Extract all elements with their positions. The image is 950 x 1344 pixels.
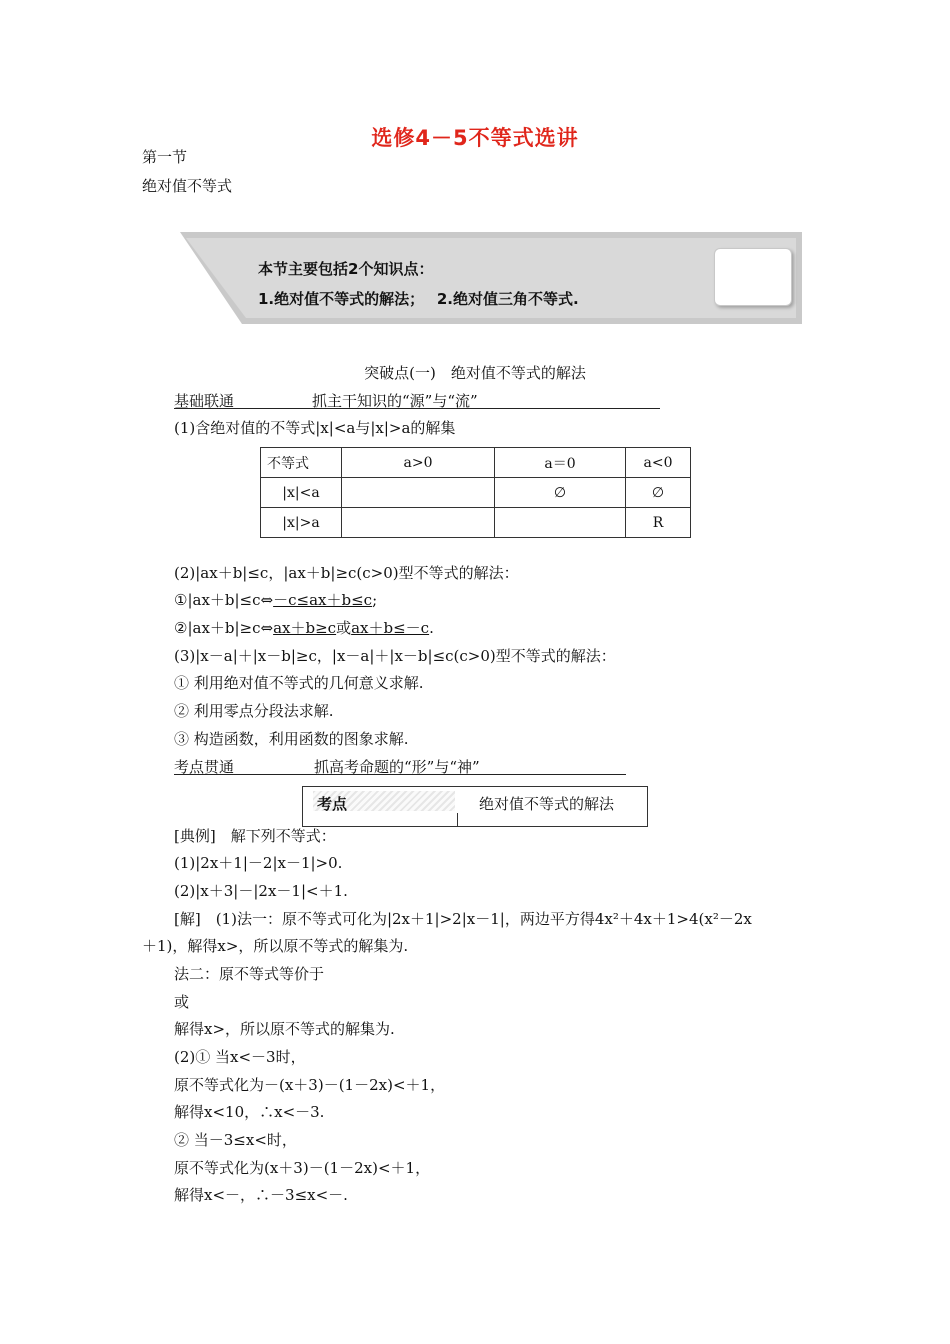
item-2b-prefix: ②|ax＋b|≥c⇔ [174, 619, 274, 637]
table-cell: |x|<a [261, 478, 342, 508]
banner-line-1: 本节主要包括2个知识点： [258, 260, 434, 278]
item-2b-answer-2: ax＋b≤－c [351, 619, 430, 637]
solution-set-table [260, 447, 691, 538]
example-line: (1)|2x＋1|－2|x－1|>0. [174, 854, 343, 872]
breakthrough-title: 突破点(一) 绝对值不等式的解法 [364, 364, 586, 382]
item-3b: ② 利用零点分段法求解. [174, 702, 334, 720]
solution-line: 或 [174, 993, 190, 1011]
table-header-cell: a<0 [626, 448, 691, 478]
table-cell [342, 478, 495, 508]
solution-line: 解得x<－，∴－3≤x<－. [174, 1186, 348, 1204]
table-cell: R [626, 508, 691, 538]
item-1: (1)含绝对值的不等式|x|<a与|x|>a的解集 [174, 419, 456, 437]
banner-card [714, 248, 792, 306]
table-row [261, 508, 691, 538]
exam-subtitle: 抓高考命题的“形”与“神” [314, 758, 480, 776]
item-2b-mid: 或 [336, 619, 352, 637]
table-cell [495, 508, 626, 538]
solution-line: 解得x>，所以原不等式的解集为. [174, 1020, 395, 1038]
exam-label: 考点贯通 [174, 758, 235, 776]
solution-line: ② 当－3≤x<时， [174, 1131, 297, 1149]
table-header-cell: a>0 [342, 448, 495, 478]
example-line: (2)|x＋3|－|2x－1|<＋1. [174, 882, 348, 900]
solution-line: 法二：原不等式等价于 [174, 965, 325, 983]
solution-line: (2)① 当x<－3时， [174, 1048, 306, 1066]
solution-line: 解得x<10，∴x<－3. [174, 1103, 325, 1121]
example-line: [典例] 解下列不等式： [174, 827, 336, 845]
document-title: 选修4－5不等式选讲 [371, 126, 579, 150]
table-cell: ∅ [626, 478, 691, 508]
banner-line-2: 1.绝对值不等式的解法； 2.绝对值三角不等式. [258, 290, 579, 308]
section-title: 绝对值不等式 [142, 177, 233, 195]
table-header-row [261, 448, 691, 478]
item-2a-prefix: ①|ax＋b|≤c⇔ [174, 591, 274, 609]
solution-line-2: ＋1)，解得x>，所以原不等式的解集为. [142, 937, 409, 955]
basic-label: 基础联通 [174, 392, 235, 410]
kaodian-name: 绝对值不等式的解法 [479, 795, 615, 813]
table-cell: |x|>a [261, 508, 342, 538]
item-3a: ① 利用绝对值不等式的几何意义求解. [174, 674, 424, 692]
table-cell: ∅ [495, 478, 626, 508]
item-3: (3)|x－a|＋|x－b|≥c，|x－a|＋|x－b|≤c(c>0)型不等式的解法： [174, 647, 616, 665]
table-cell [342, 508, 495, 538]
solution-line-1: [解] (1)法一：原不等式可化为|2x＋1|>2|x－1|，两边平方得4x²＋4x＋1>4(x²－2x [174, 910, 752, 928]
table-header-cell: 不等式 [261, 448, 342, 478]
kaodian-box [302, 786, 648, 827]
solution-line: 原不等式化为(x＋3)－(1－2x)<＋1， [174, 1159, 431, 1177]
kaodian-divider [457, 813, 458, 826]
knowledge-banner [180, 232, 802, 324]
item-2a-answer: －c≤ax＋b≤c [273, 591, 373, 609]
exam-rule [174, 774, 626, 775]
basic-rule [174, 408, 660, 409]
table-row [261, 478, 691, 508]
table-header-cell: a＝0 [495, 448, 626, 478]
solution-line: 原不等式化为－(x＋3)－(1－2x)<＋1， [174, 1076, 446, 1094]
item-2b-answer-1: ax＋b≥c [273, 619, 337, 637]
item-2b-suffix: . [429, 619, 434, 637]
item-3c: ③ 构造函数，利用函数的图象求解. [174, 730, 409, 748]
item-2a-suffix: ; [372, 591, 378, 609]
item-2a [174, 589, 377, 611]
item-2: (2)|ax＋b|≤c，|ax＋b|≥c(c>0)型不等式的解法： [174, 564, 519, 582]
item-2b [174, 617, 434, 639]
kaodian-label: 考点 [317, 795, 348, 813]
basic-subtitle: 抓主干知识的“源”与“流” [312, 392, 478, 410]
section-number: 第一节 [142, 148, 188, 166]
